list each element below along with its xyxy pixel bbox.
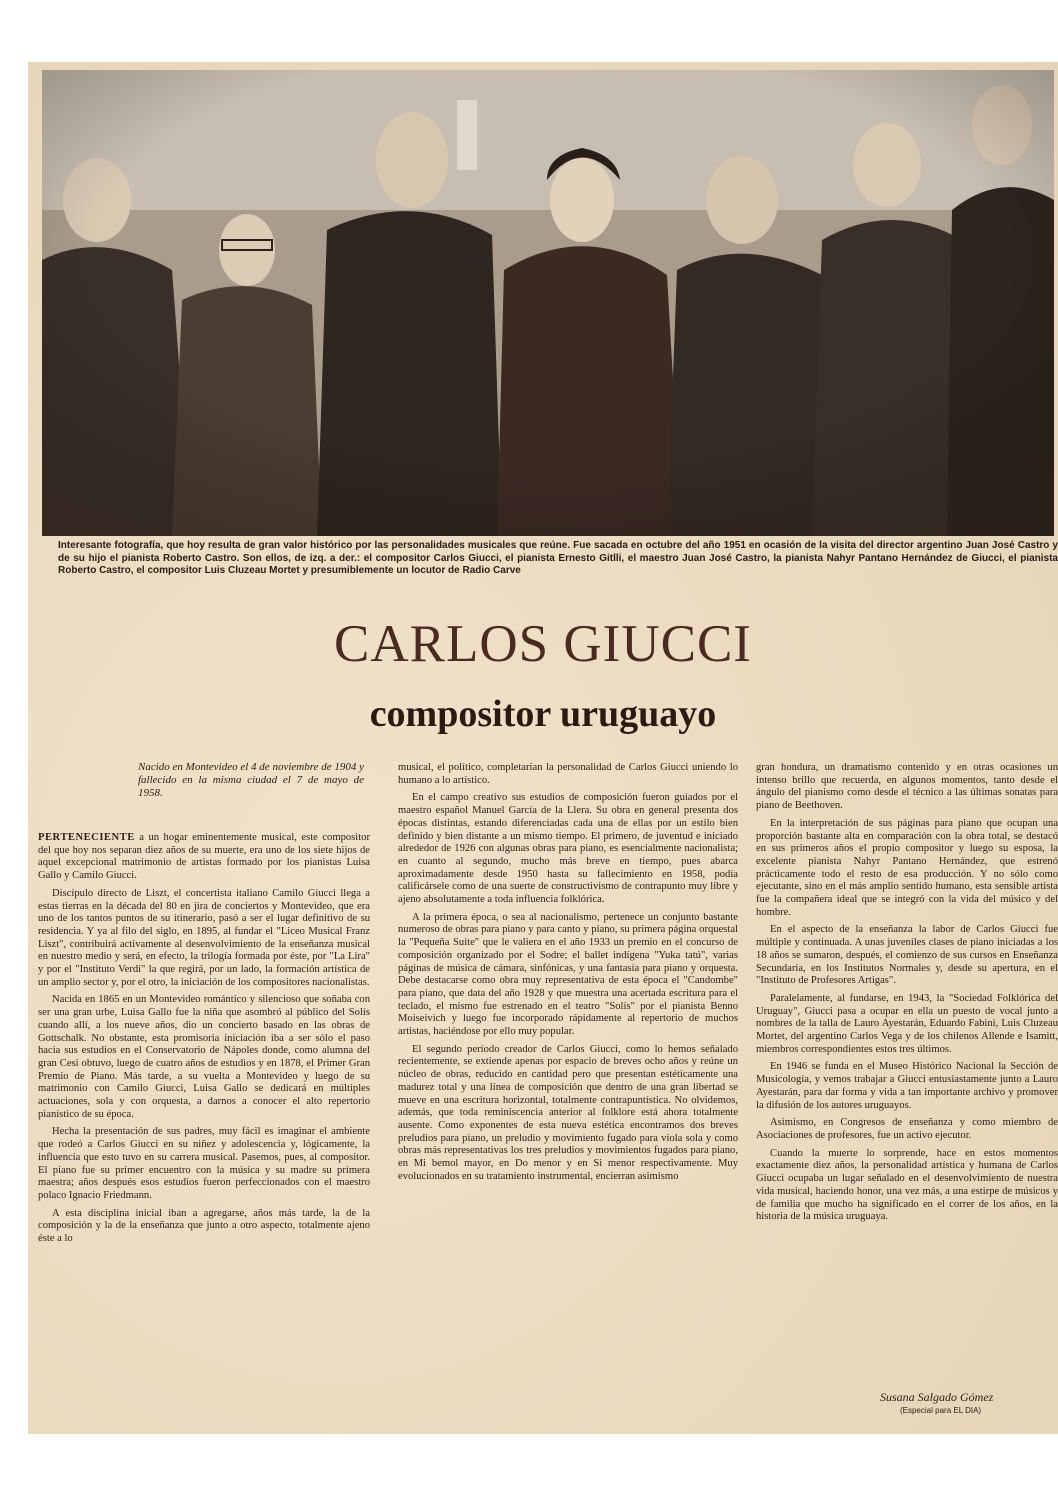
paragraph: El segundo período creador de Carlos Giucci, como lo hemos señalado recientemente, se extiende apenas por espacio de breves ocho años y reúne un núcleo de obras, reducido en cantidad pero que presentan estéticamente una madurez total y una línea de composición que dentro de una gran libertad se mueve en una escritura horizontal, totalmente contrapuntística. No olvidemos, además, que toda reminiscencia anterior al folklore está ahora totalmente ausente. Como exponentes de esta nueva estética encontramos dos breves preludios para piano, un preludio y movimiento fugado para viola sola y como obras más representativas los tres preludios y movimientos fugados para piano, en Mi bemol mayor, en Do menor y en Si menor respectivamente. Muy evolucionados en su tratamiento instrumental, encierran asimismo xyxy=(398,1043,738,1182)
paragraph: Paralelamente, al fundarse, en 1943, la "Sociedad Folklórica del Uruguay", Giucci pasa a ocupar en ella un puesto de vocal junto a nombres de la talla de Lauro Ayestarán, Eduardo Fabini, Luis Cluzeau Mortet, del argentino Carlos Vega y de los chilenos Allende e Isamitt, miembros correspondientes estos tres últimos. xyxy=(756,992,1058,1055)
article-intro: Nacido en Montevideo el 4 de noviembre de 1904 y fallecido en la misma ciudad el 7 de mayo de 1958. xyxy=(138,761,364,799)
paragraph: Cuando la muerte lo sorprende, hace en estos momentos exactamente diez años, la personalidad artística y humana de Carlos Giucci ocupaba un lugar señalado en el desenvolvimiento de nuestra vida musical, haciendo honor, una vez más, a una estirpe de músicos y de familia que mucho ha significado en el correr de los años, en la historia de la música uruguaya. xyxy=(756,1147,1058,1223)
paragraph: Nacida en 1865 en un Montevideo romántico y silencioso que soñaba con ser una gran urbe, Luisa Gallo fue la niña que asombró al público del Solís cuando allí, a los nueve años, dio un concierto basado en las obras de Gottschalk. No obstante, esta promisoria iniciación iba a ser sólo el paso hacia sus estudios en el Conservatorio de Nápoles donde, como alumna del gran Cesi obtuvo, luego de cuatro años de estudios y en 1878, el Primer Gran Premio de Piano. Más tarde, a su vuelta a Montevideo y luego de su matrimonio con Camilo Giucci, Luisa Gallo se dedicará en múltiples actuaciones, sola y con orquesta, a darnos a conocer el alto repertorio pianístico de su época. xyxy=(38,994,370,1120)
dropcap-word: PERTENECIENTE xyxy=(38,832,135,843)
magazine-page xyxy=(28,62,1058,1434)
paragraph-text: a un hogar eminentemente musical, este compositor del que hoy nos separan diez años de su muerte, era uno de los siete hijos de aquel excepcional matrimonio de artistas formado por los pianistas Luisa Gallo y Camilo Giucci. xyxy=(38,832,370,882)
paragraph: En el aspecto de la enseñanza la labor de Carlos Giucci fue múltiple y continuada. A unas juveniles clases de piano iniciadas a los 18 años se sumaron, después, el comienzo de sus cursos en Enseñanza Secundaria, en los Institutos Normales y, desde su apertura, en el "Instituto de Profesores Artigas". xyxy=(756,924,1058,987)
article-title: CARLOS GIUCCI xyxy=(334,615,752,673)
paragraph xyxy=(38,832,370,883)
article-column-3 xyxy=(756,762,1058,1229)
article-column-1 xyxy=(38,832,370,1251)
paragraph: En el campo creativo sus estudios de composición fueron guiados por el maestro español Manuel García de la Llera. Su obra en general presenta dos épocas distintas, estando diferenciadas cada una de ellas por un estilo bien definido y bien distante a un mismo tiempo. El primero, de juventud e iniciado alrededor de 1926 con algunas obras para piano, es esencialmente nacionalista; en cuanto al segundo, mucho más breve en tiempo, pues abarca aproximadamente desde 1950 hasta su fallecimiento en 1958, podía calificársele como de una suerte de constructivismo de contrapunto muy libre y ajeno absolutamente a toda influencia folklórica. xyxy=(398,792,738,906)
group-photo xyxy=(42,70,1054,536)
paragraph: Hecha la presentación de sus padres, muy fácil es imaginar el ambiente que rodeó a Carlos Giucci en su niñez y adolescencia y, lógicamente, la influencia que esto tuvo en su carrera musical. Pasemos, pues, al compositor. El piano fue su primer encuentro con la música y su madre su primera maestra; años después esos estudios fueron perfeccionados con el maestro polaco Ignacio Friedmann. xyxy=(38,1126,370,1201)
article-subtitle: compositor uruguayo xyxy=(369,693,717,735)
photo-caption: Interesante fotografía, que hoy resulta de gran valor histórico por las personalidades musicales que reúne. Fue sacada en octubre del año 1951 en ocasión de la visita del director argentino Juan José Castro y de su hijo el pianista Roberto Castro. Son ellos, de izq. a der.: el compositor Carlos Giucci, el pianista Ernesto Gitlli, el maestro Juan José Castro, la pianista Nahyr Pantano Hernández de Giucci, el pianista Roberto Castro, el compositor Luis Cluzeau Mortet y presumiblemente un locutor de Radio Carve xyxy=(58,540,1058,576)
source-note: (Especial para EL DIA) xyxy=(900,1406,982,1415)
paragraph: En 1946 se funda en el Museo Histórico Nacional la Sección de Musicología, y vemos trabajar a Giucci entusiastamente junto a Lauro Ayestarán, para dar forma y vida a tan importante archivo y promover la difusión de los autores uruguayos. xyxy=(756,1061,1058,1111)
paragraph: Asimismo, en Congresos de enseñanza y como miembro de Asociaciones de profesores, fue un activo ejecutor. xyxy=(756,1117,1058,1141)
author-signature: Susana Salgado Gómez xyxy=(880,1390,994,1404)
paragraph: gran hondura, un dramatismo contenido y en otras ocasiones un intenso brillo que recuerda, en algunos momentos, tanto desde el ángulo del pianismo como desde el técnico a las últimas sonatas para piano de Beethoven. xyxy=(756,762,1058,812)
paragraph: En la interpretación de sus páginas para piano que ocupan una proporción bastante alta en comparación con la obra total, se destacó en sus primeros años el propio compositor y luego su esposa, la excelente pianista Nahyr Pantano Hernández, que estrenó prácticamente todo el resto de esa producción. Y no sólo como ejecutante, sino en el más amplio sentido humano, esta sensible artista fue la compañera ideal que se integró con la vida del músico y del hombre. xyxy=(756,817,1058,918)
paragraph: Discípulo directo de Liszt, el concertista italiano Camilo Giucci llega a estas tierras en la década del 80 en jira de conciertos y Montevideo, que era uno de los tantos puntos de su itinerario, pasó a ser el lugar definitivo de su residencia. Y ya al filo del siglo, en 1895, al fundar el "Liceo Musical Franz Liszt", contribuirá activamente al desenvolvimiento de la enseñanza musical en nuestro medio y será, en efecto, la trilogía formada por éste, por "La Lira" y por el "Instituto Verdi" la que regirá, por un lado, la formación artística de un amplio sector y, por el otro, la iniciación de los compositores nacionalistas. xyxy=(38,887,370,988)
group-photo-illustration xyxy=(42,70,1054,536)
paragraph: A la primera época, o sea al nacionalismo, pertenece un conjunto bastante numeroso de obras para piano y para canto y piano, su primera página orquestal la "Pequeña Suite" que le valiera en el año 1933 un premio en el concurso de composición organizado por el Sodre; el ballet indígena "Yuka tatú", varias páginas de música de cámara, sinfónicas, y una fantasía para piano y orquesta. Debe destacarse como obra muy representativa de esta época el "Candombe" para piano, que data del año 1928 y que muestra una acertada escritura para el teclado, el mismo fue estrenado en el teatro "Solís" por el pianista Benno Moiseivich y luego fue incorporado rápidamente al repertorio de muchos artistas, haciéndose por ello muy popular. xyxy=(398,911,738,1038)
paragraph: musical, el político, completarían la personalidad de Carlos Giucci uniendo lo humano a lo artístico. xyxy=(398,762,738,786)
article-column-2 xyxy=(398,762,738,1189)
paragraph: A esta disciplina inicial iban a agregarse, años más tarde, la de la composición y la de la enseñanza que junto a otro aspecto, totalmente ajeno éste a lo xyxy=(38,1207,370,1245)
